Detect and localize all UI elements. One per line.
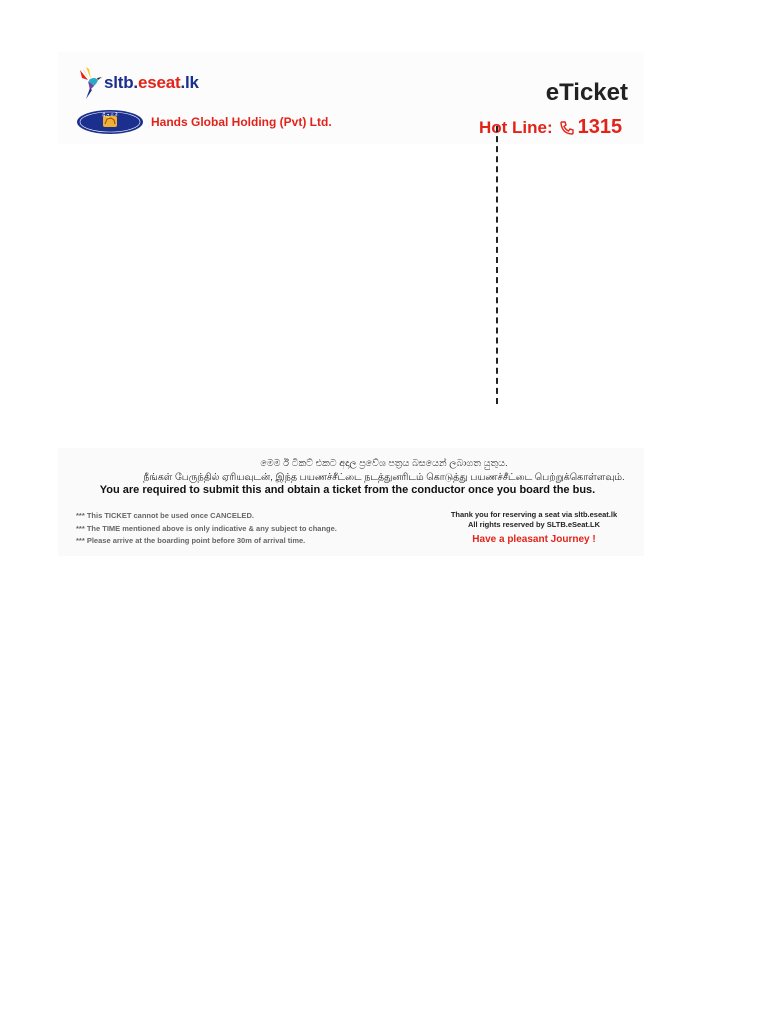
hummingbird-logo-icon [76,66,102,100]
thanks-text: Thank you for reserving a seat via sltb.eseat.lk [450,510,618,519]
instruction-tamil: நீங்கள் பேருந்தில் ஏரியவுடன், இந்த பயணச்சீட்டை நடத்துனரிடம் கொடுத்து பயணச்சீட்டை பெற்றுக்கொள்ளவும். [143,472,625,483]
note-item: *** The TIME mentioned above is only indicative & any subject to change. [76,523,337,533]
dashed-cut-line [496,126,498,404]
instruction-english: You are required to submit this and obtain a ticket from the conductor once you board the bus. [99,484,596,496]
note-item: *** Please arrive at the boarding point before 30m of arrival time. [76,536,306,545]
rights-text: All rights reserved by SLTB.eSeat.LK [468,520,600,529]
note-item: *** This TICKET cannot be used once CANCELED. [76,511,254,520]
hotline [479,116,622,139]
seal-text: ශ්‍රී.ල.ග.ම [102,112,118,117]
instruction-sinhala: මෙම ඊ ටිකට් එකට අදාල ප්‍රවේශ පත්‍රය බසයෙන් ලබාගත යුතුය. [260,458,508,469]
company-name: Hands Global Holding (Pvt) Ltd. [151,115,332,129]
hotline-label: Hot Line: [479,117,553,137]
phone-icon [559,120,575,136]
brand-part-lk: .lk [180,73,199,92]
thanks-block [418,510,650,545]
page-title: eTicket [545,79,628,106]
sltb-seal-logo [76,109,144,135]
brand-name [104,73,199,93]
ticket-notes [76,510,337,548]
brand-part-eseat: eseat [137,73,181,92]
pleasant-journey-text: Have a pleasant Journey ! [472,534,596,545]
brand-part-sltb: sltb. [104,73,138,92]
hotline-number: 1315 [577,116,623,138]
sltb-eseat-logo [76,66,199,100]
